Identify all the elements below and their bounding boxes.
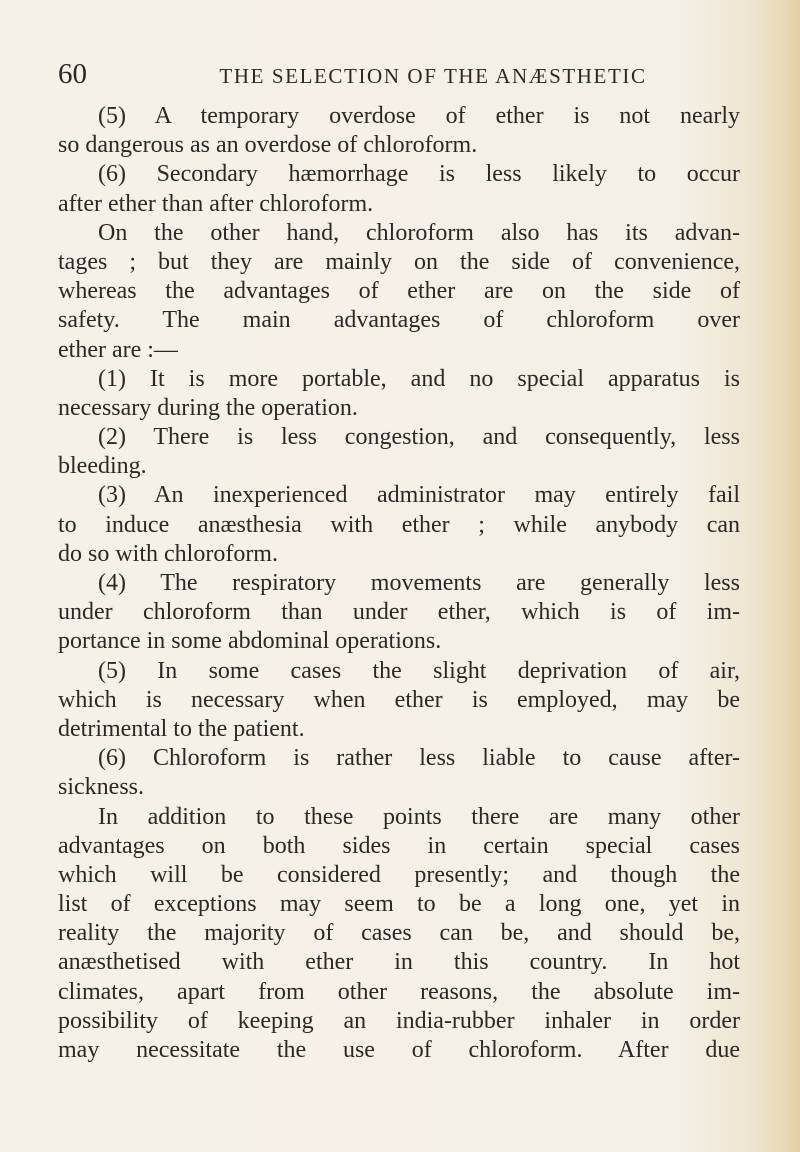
text-line: advantages on both sides in certain special cases	[58, 832, 740, 859]
running-head	[58, 58, 748, 98]
text-line: possibility of keeping an india-rubber inhaler in order	[58, 1007, 740, 1034]
text-line: so dangerous as an overdose of chloroform.	[58, 132, 478, 159]
text-line: after ether than after chloroform.	[58, 190, 374, 217]
text-line: On the other hand, chloroform also has its advan-	[98, 219, 740, 246]
text-line: under chloroform than under ether, which is of im-	[58, 599, 740, 626]
text-line: do so with chloroform.	[58, 540, 278, 567]
text-line: (5) A temporary overdose of ether is not nearly	[98, 103, 740, 129]
text-line: sickness.	[58, 774, 144, 801]
page-number: 60	[58, 58, 87, 90]
page-edge-shadow	[756, 0, 800, 1152]
body-text	[58, 102, 740, 1065]
text-line: bleeding.	[58, 453, 147, 480]
text-line: (5) In some cases the slight deprivation of air,	[98, 657, 740, 684]
text-line: ether are :—	[58, 336, 178, 363]
text-line: necessary during the operation.	[58, 394, 358, 421]
text-line: portance in some abdominal operations.	[58, 628, 442, 655]
running-head-title: THE SELECTION OF THE ANÆSTHETIC	[219, 64, 647, 88]
text-line: In addition to these points there are many other	[98, 803, 740, 830]
text-line: which is necessary when ether is employed, may be	[58, 686, 740, 713]
text-line: safety. The main advantages of chloroform over	[58, 307, 740, 334]
text-line: (6) Secondary hæmorrhage is less likely to occur	[98, 161, 740, 188]
text-line: tages ; but they are mainly on the side of convenience,	[58, 248, 740, 275]
text-line: may necessitate the use of chloroform. After due	[58, 1037, 740, 1063]
text-line: (6) Chloroform is rather less liable to cause after-	[98, 745, 740, 772]
text-line: (3) An inexperienced administrator may entirely fail	[98, 482, 740, 509]
text-line: whereas the advantages of ether are on the side of	[58, 278, 740, 305]
text-line: climates, apart from other reasons, the absolute im-	[58, 978, 740, 1005]
text-line: anæsthetised with ether in this country. In hot	[58, 949, 740, 976]
text-line: (2) There is less congestion, and consequently, less	[98, 424, 740, 451]
text-line: reality the majority of cases can be, and should be,	[58, 920, 740, 947]
text-line: which will be considered presently; and though the	[58, 861, 740, 888]
text-line: (1) It is more portable, and no special apparatus is	[98, 365, 740, 392]
text-line: list of exceptions may seem to be a long one, yet in	[58, 891, 740, 918]
text-line: detrimental to the patient.	[58, 715, 305, 742]
text-line: to induce anæsthesia with ether ; while anybody can	[58, 511, 740, 538]
text-line: (4) The respiratory movements are generally less	[98, 570, 740, 596]
